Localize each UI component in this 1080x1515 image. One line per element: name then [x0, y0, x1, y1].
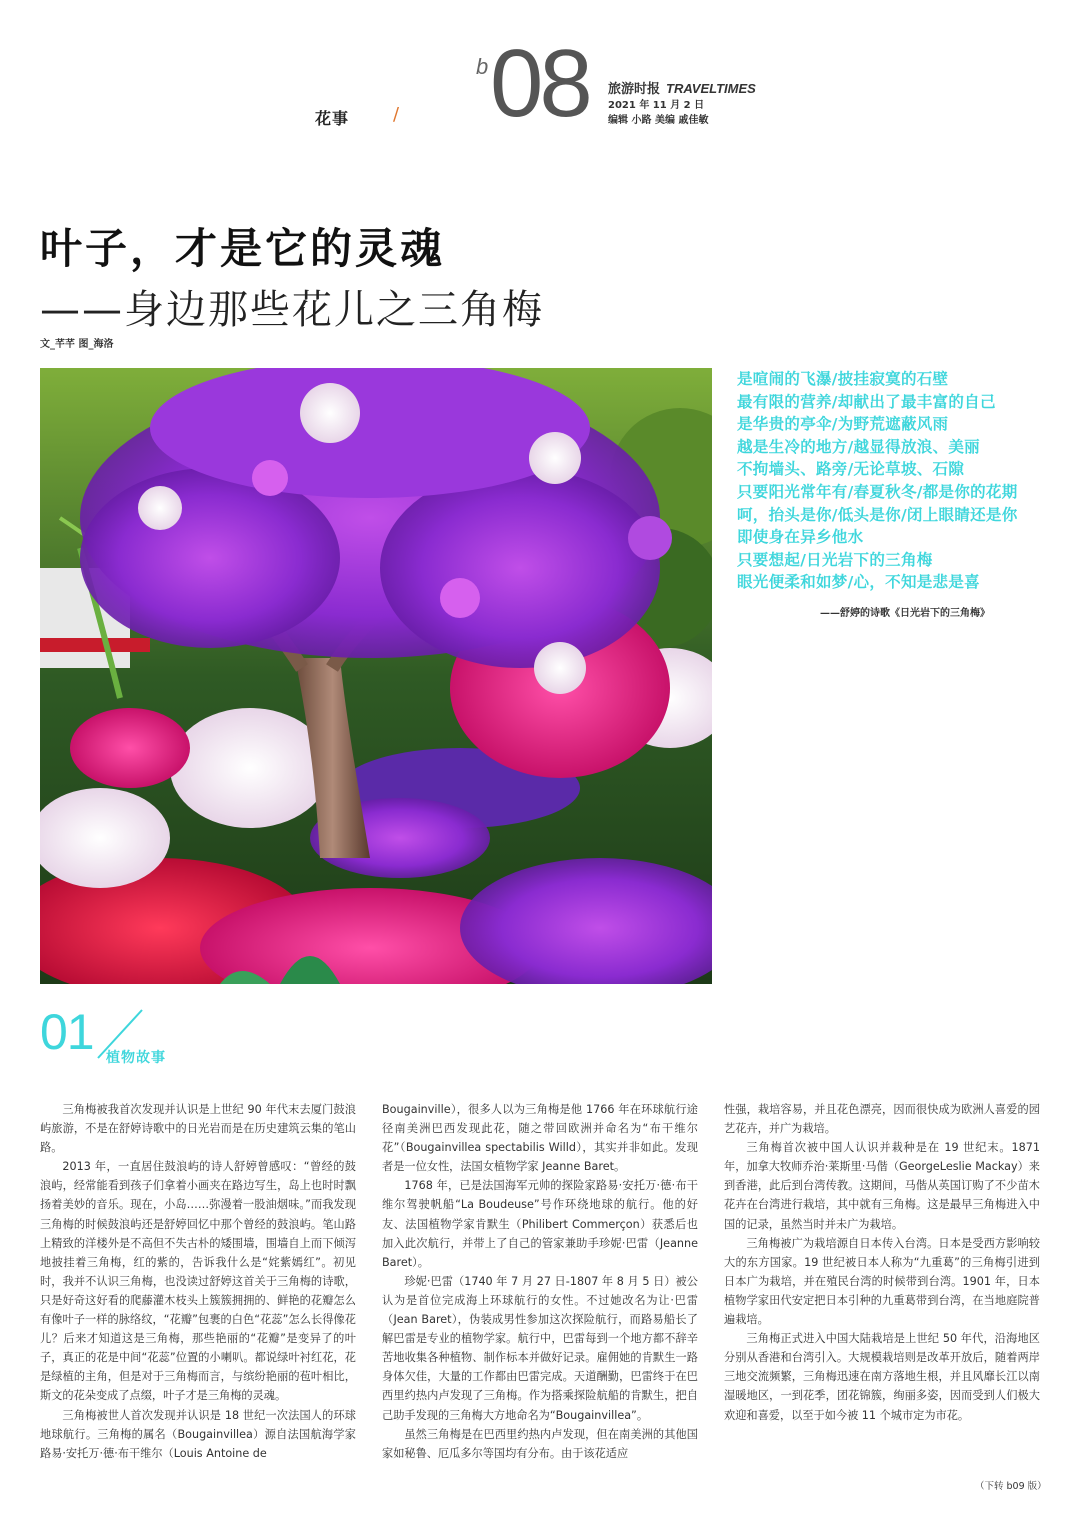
- poem-line: 呵，抬头是你/低头是你/闭上眼睛还是你: [737, 505, 1018, 524]
- article-paragraph: 性强，栽培容易，并且花色漂亮，因而很快成为欧洲人喜爱的园艺花卉，并广为栽培。: [724, 1103, 1040, 1136]
- article-paragraph: 三角梅被广为栽培源自日本传入台湾。日本是受西方影响较大的东方国家。19 世纪被日本人称为“九重葛”的三角梅引进到日本广为栽培，并在殖民台湾的时候带到台湾。1901 年，日本植物学家田代安定把日本引种的九重葛带到台湾，在当地庭院普遍栽培。: [724, 1236, 1040, 1327]
- article-column-2: [382, 1100, 698, 1463]
- poem-line: 越是生冷的地方/越显得放浪、美丽: [737, 437, 980, 456]
- poem-line: 眼光便柔和如梦/心，不知是悲是喜: [737, 573, 980, 592]
- article-paragraph: 2013 年，一直居住鼓浪屿的诗人舒婷曾感叹：“曾经的鼓浪屿，经常能看到孩子们拿着小画夹在路边写生，岛上也时时飘扬着美妙的音乐。现在，小岛……弥漫着一股油烟味。”而我发现三角梅的时候鼓浪屿还是舒婷回忆中那个曾经的鼓浪屿。笔山路上精致的洋楼外是不高但不失古朴的矮围墙，围墙自上而下倾泻地披挂着三角梅，红的紫的，告诉我什么是“姹紫嫣红”。初见时，我并不认识三角梅，也没读过舒婷这首关于三角梅的诗歌，只是好奇这好看的爬藤灌木枝头上簇簇拥拥的、鲜艳的花瓣怎么有像叶子一样的脉络纹，“花瓣”包裹的白色“花蕊”怎么长得像花儿？后来才知道这是三角梅，那些艳丽的“花瓣”是变异了的叶子，真正的花是中间“花蕊”位置的小喇叭。都说绿叶衬红花，花是绿植的主角，但是对于三角梅而言，与缤纷艳丽的苞叶相比，斯文的花朵变成了点缀，叶子才是三角梅的灵魂。: [40, 1160, 356, 1403]
- article-paragraph: 三角梅被世人首次发现并认识是 18 世纪一次法国人的环球地球航行。三角梅的属名（Bougainvillea）源自法国航海学家路易·安托万·德·布干维尔（Louis Antoine de: [40, 1408, 356, 1460]
- article-paragraph: 虽然三角梅是在巴西里约热内卢发现，但在南美洲的其他国家如秘鲁、厄瓜多尔等国均有分布。由于该花适应: [382, 1427, 698, 1460]
- poem-line: 只要想起/日光岩下的三角梅: [737, 550, 933, 569]
- poem-line: 只要阳光常年有/春夏秋冬/都是你的花期: [737, 482, 1018, 501]
- poem-line: 是华贵的亭伞/为野荒遮蔽风雨: [737, 415, 949, 434]
- poem-line: 不拘墙头、路旁/无论草坡、石隙: [737, 460, 965, 479]
- photo-illustration: [40, 368, 712, 984]
- section-title: 植物故事: [106, 1050, 166, 1066]
- paper-name: [608, 78, 756, 97]
- article-paragraph: 三角梅被我首次发现并认识是上世纪 90 年代末去厦门鼓浪屿旅游，不是在舒婷诗歌中的日光岩而是在历史建筑云集的笔山路。: [40, 1103, 356, 1155]
- paper-name-en: TRAVELTIMES: [666, 81, 756, 96]
- section-slash: /: [393, 104, 400, 125]
- bougainvillea-tree-photo: [40, 368, 712, 984]
- article-paragraph: 三角梅正式进入中国大陆栽培是上世纪 50 年代，沿海地区分别从香港和台湾引入。大规模栽培则是改革开放后，随着两岸三地交流频繁，三角梅迅速在南方落地生根，并且风靡长江以南湿暖地区，一到花季，团花锦簇，绚丽多姿，因而受到人们极大欢迎和喜爱，以至于如今被 11 个城市定为市花。: [724, 1332, 1040, 1422]
- byline: 文_芊芊 图_海洛: [40, 339, 114, 350]
- section-tag: 花事: [315, 109, 350, 128]
- paper-name-cn: 旅游时报: [608, 82, 661, 97]
- main-title: 叶子，才是它的灵魂: [40, 224, 446, 273]
- section-number: 01: [40, 1004, 94, 1060]
- sub-title: ——身边那些花儿之三角梅: [40, 287, 544, 333]
- poem-line: 即使身在异乡他水: [737, 528, 864, 547]
- issue-date: 2021 年 11 月 2 日: [608, 100, 705, 111]
- poem-line: 是喧闹的飞瀑/披挂寂寞的石壁: [737, 370, 949, 388]
- article-paragraph: Bougainville），很多人以为三角梅是他 1766 年在环球航行途径南美洲巴西发现此花，随之带回欧洲并命名为“布干维尔花”（Bougainvillea spectabilis Willd），其实并非如此。发现者是一位女性，法国女植物学家 Jeanne Baret。: [382, 1103, 698, 1174]
- article-paragraph: 珍妮·巴雷（1740 年 7 月 27 日-1807 年 8 月 5 日）被公认为是首位完成海上环球航行的女性。不过她改名为让·巴雷（Jean Baret），伪装成男性参加这次探险航行，而路易船长了解巴雷是专业的植物学家。航行中，巴雷每到一个地方都不辞辛苦地收集各种植物、制作标本并做好记录。雇佣她的肯默生一路身体欠佳，大量的工作都由巴雷完成。天道酬勤，巴雷终于在巴西里约热内卢发现了三角梅。作为搭乘探险航船的肯默生，把自己助手发现的三角梅大方地命名为“Bougainvillea”。: [382, 1274, 698, 1422]
- editors: 编辑 小路 美编 戚佳敏: [608, 115, 709, 126]
- page-letter: b: [476, 54, 489, 79]
- page-number: 08: [490, 30, 589, 137]
- article-paragraph: 三角梅首次被中国人认识并栽种是在 19 世纪末。1871 年，加拿大牧师乔治·莱斯里·马偕（GeorgeLeslie Mackay）来到香港，此后到台湾传教。这期间，马偕从英国订购了不少苗木花卉在台湾进行栽培，其中就有三角梅。这是最早三角梅进入中国的记录，虽然当时并未广为栽培。: [724, 1141, 1040, 1231]
- article-paragraph: 1768 年，已是法国海军元帅的探险家路易·安托万·德·布干维尔驾驶帆船“La Boudeuse”号作环绕地球的航行。他的好友、法国植物学家肯默生（Philibert Commerçon）获悉后也加入此次航行，并带上了自己的管家兼助手珍妮·巴雷（Jeanne Baret）。: [382, 1179, 698, 1269]
- article-column-1: [40, 1100, 356, 1463]
- poem-line: 最有限的营养/却献出了最丰富的自己: [737, 392, 996, 411]
- article-column-3: [724, 1100, 1040, 1425]
- continued-note: （下转 b09 版）: [975, 1481, 1047, 1492]
- poem-credit: ——舒婷的诗歌《日光岩下的三角梅》: [820, 608, 990, 619]
- poem: [737, 368, 1057, 594]
